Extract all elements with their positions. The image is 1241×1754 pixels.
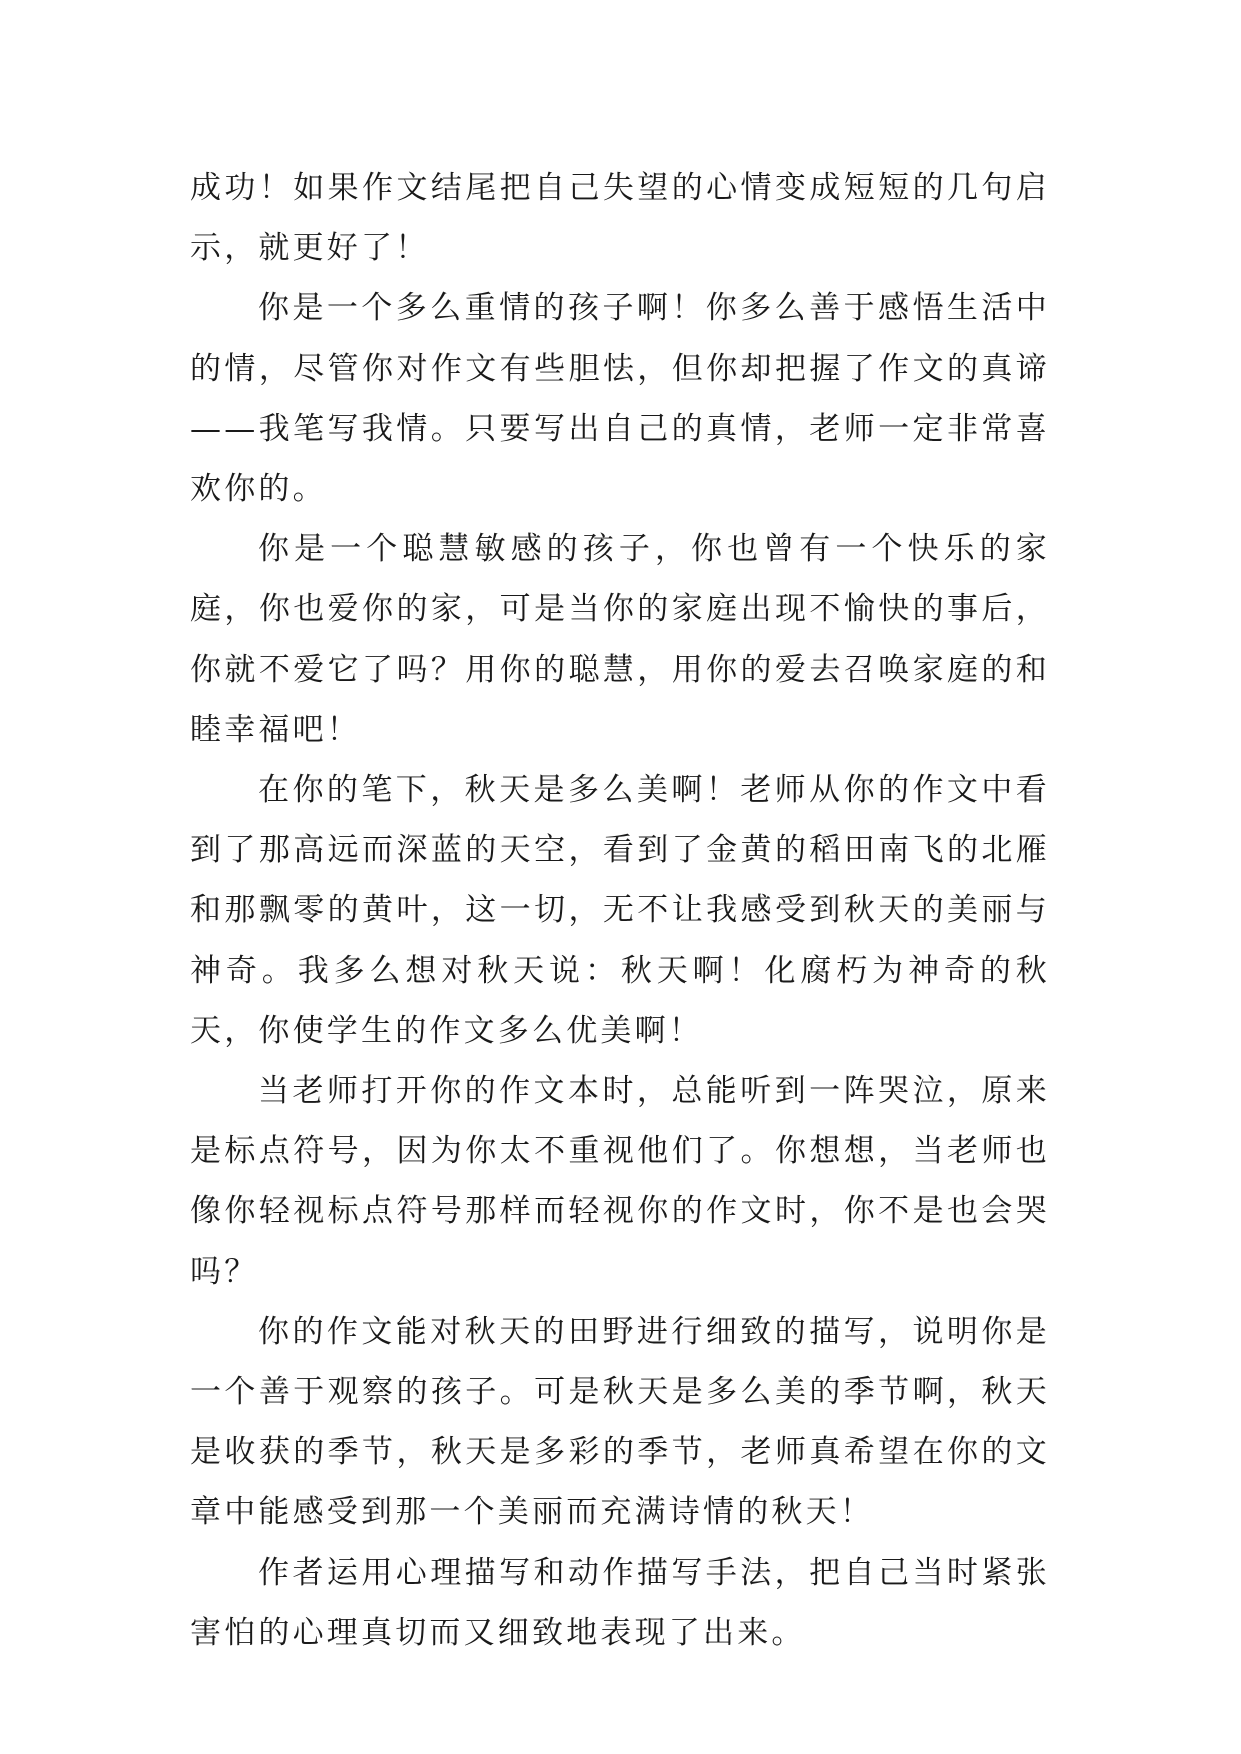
paragraph-2: 你是一个多么重情的孩子啊！你多么善于感悟生活中的情，尽管你对作文有些胆怯，但你却把握了作文的真谛——我笔写我情。只要写出自己的真情，老师一定非常喜欢你的。 — [190, 290, 1050, 508]
paragraph-3: 你是一个聪慧敏感的孩子，你也曾有一个快乐的家庭，你也爱你的家，可是当你的家庭出现不愉快的事后，你就不爱它了吗？用你的聪慧，用你的爱去召唤家庭的和睦幸福吧！ — [190, 531, 1050, 748]
document-body — [190, 158, 1050, 1663]
paragraph-6: 你的作文能对秋天的田野进行细致的描写，说明你是一个善于观察的孩子。可是秋天是多么美的季节啊，秋天是收获的季节，秋天是多彩的季节，老师真希望在你的文章中能感受到那一个美丽而充满诗情的秋天！ — [190, 1313, 1050, 1531]
paragraph-1: 成功！如果作文结尾把自己失望的心情变成短短的几句启示，就更好了！ — [190, 170, 1050, 267]
paragraph-4: 在你的笔下，秋天是多么美啊！老师从你的作文中看到了那高远而深蓝的天空，看到了金黄的稻田南飞的北雁和那飘零的黄叶，这一切，无不让我感受到秋天的美丽与神奇。我多么想对秋天说：秋天啊！化腐朽为神奇的秋天，你使学生的作文多么优美啊！ — [190, 772, 1050, 1049]
paragraph-5: 当老师打开你的作文本时，总能听到一阵哭泣，原来是标点符号，因为你太不重视他们了。你想想，当老师也像你轻视标点符号那样而轻视你的作文时，你不是也会哭吗？ — [190, 1073, 1050, 1290]
paragraph-7: 作者运用心理描写和动作描写手法，把自己当时紧张害怕的心理真切而又细致地表现了出来。 — [190, 1554, 1050, 1651]
